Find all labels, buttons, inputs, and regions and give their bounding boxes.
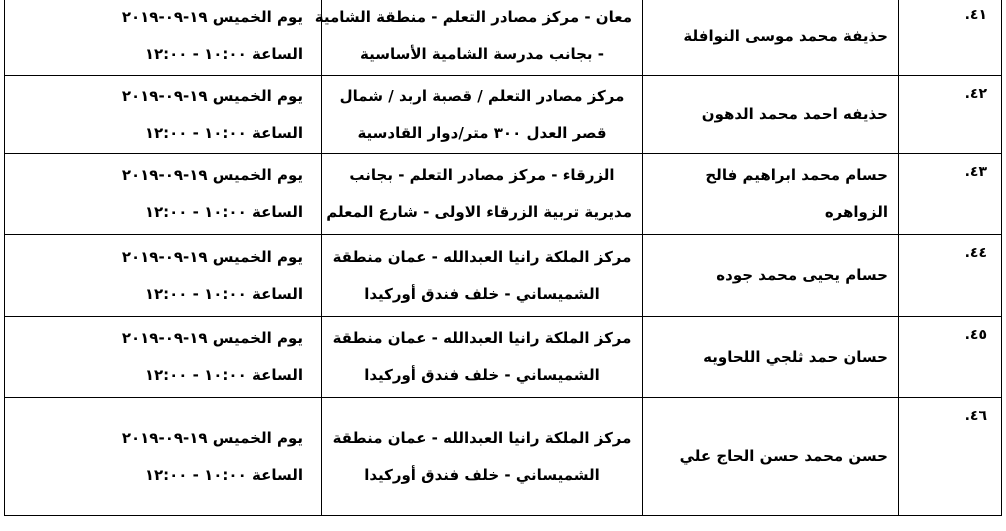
schedule-cell xyxy=(5,154,322,235)
location-line-2: الشميساني - خلف فندق أوركيدا xyxy=(364,366,600,384)
location-line-1: مركز الملكة رانيا العبدالله - عمان منطقة xyxy=(332,329,632,347)
location-line-1: مركز الملكة رانيا العبدالله - عمان منطقة xyxy=(332,428,632,447)
location-cell xyxy=(322,317,643,398)
exam-date: يوم الخميس ١٩-٠٩-٢٠١٩ xyxy=(121,329,303,347)
location-line-2: مديرية تربية الزرقاء الاولى - شارع المعلم xyxy=(326,203,632,221)
table-row xyxy=(5,317,1002,398)
candidate-name: حذيفة محمد موسى النوافلة xyxy=(683,26,888,45)
row-number-cell xyxy=(899,398,1002,516)
exam-time: الساعة ١٠:٠٠ - ١٢:٠٠ xyxy=(144,284,303,303)
table-row xyxy=(5,76,1002,154)
row-number-cell xyxy=(899,0,1002,76)
row-number: ٤٥. xyxy=(964,327,987,343)
row-number-cell xyxy=(899,76,1002,154)
schedule-cell xyxy=(5,76,322,154)
exam-date: يوم الخميس ١٩-٠٩-٢٠١٩ xyxy=(121,86,303,105)
location-cell xyxy=(322,398,643,516)
candidate-name: حسام يحيى محمد جوده xyxy=(716,266,888,284)
name-cell xyxy=(643,398,899,516)
location-line-2: قصر العدل ٣٠٠ متر/دوار القادسية xyxy=(357,123,607,142)
exam-time: الساعة ١٠:٠٠ - ١٢:٠٠ xyxy=(144,45,303,63)
location-cell xyxy=(322,76,643,154)
candidates-table xyxy=(4,0,1002,516)
exam-date: يوم الخميس ١٩-٠٩-٢٠١٩ xyxy=(121,8,303,26)
row-number-cell xyxy=(899,317,1002,398)
row-number-cell xyxy=(899,154,1002,235)
location-line-2: - بجانب مدرسة الشامية الأساسية xyxy=(360,45,604,63)
table-row xyxy=(5,398,1002,516)
exam-time: الساعة ١٠:٠٠ - ١٢:٠٠ xyxy=(144,366,303,384)
candidate-name: حذيفه احمد محمد الدهون xyxy=(701,105,888,123)
exam-date: يوم الخميس ١٩-٠٩-٢٠١٩ xyxy=(121,247,303,266)
location-cell xyxy=(322,235,643,317)
row-number: ٤٢. xyxy=(964,86,987,102)
candidate-name: حسان حمد ثلجي اللحاويه xyxy=(703,347,888,366)
row-number: ٤٦. xyxy=(964,408,987,424)
row-number: ٤٣. xyxy=(964,164,987,180)
location-line-1: الزرقاء - مركز مصادر التعلم - بجانب xyxy=(349,166,615,184)
row-number: ٤١. xyxy=(964,7,987,23)
exam-time: الساعة ١٠:٠٠ - ١٢:٠٠ xyxy=(144,465,303,484)
name-cell xyxy=(643,0,899,76)
candidate-name: حسام محمد ابراهيم فالح الزواهره xyxy=(705,166,888,221)
schedule-cell xyxy=(5,235,322,317)
exam-date: يوم الخميس ١٩-٠٩-٢٠١٩ xyxy=(121,428,303,447)
location-line-1: مركز مصادر التعلم / قصبة اربد / شمال xyxy=(339,86,625,105)
location-cell xyxy=(314,0,643,76)
location-line-1: مركز الملكة رانيا العبدالله - عمان منطقة xyxy=(332,247,632,266)
name-cell xyxy=(643,317,899,398)
table-row xyxy=(5,0,1002,76)
schedule-cell xyxy=(5,317,322,398)
exam-date: يوم الخميس ١٩-٠٩-٢٠١٩ xyxy=(121,166,303,184)
name-cell xyxy=(643,76,899,154)
table-row xyxy=(5,235,1002,317)
exam-time: الساعة ١٠:٠٠ - ١٢:٠٠ xyxy=(144,203,303,221)
exam-time: الساعة ١٠:٠٠ - ١٢:٠٠ xyxy=(144,123,303,142)
location-cell xyxy=(322,154,643,235)
name-cell xyxy=(643,154,899,235)
name-cell xyxy=(643,235,899,317)
table-row xyxy=(5,154,1002,235)
row-number: ٤٤. xyxy=(964,245,987,261)
schedule-cell xyxy=(5,398,322,516)
location-line-2: الشميساني - خلف فندق أوركيدا xyxy=(364,284,600,303)
location-line-1: معان - مركز مصادر التعلم - منطقة الشامية xyxy=(314,8,632,26)
location-line-2: الشميساني - خلف فندق أوركيدا xyxy=(364,465,600,484)
schedule-cell xyxy=(5,0,322,76)
row-number-cell xyxy=(899,235,1002,317)
candidate-name: حسن محمد حسن الحاج علي xyxy=(679,447,888,465)
